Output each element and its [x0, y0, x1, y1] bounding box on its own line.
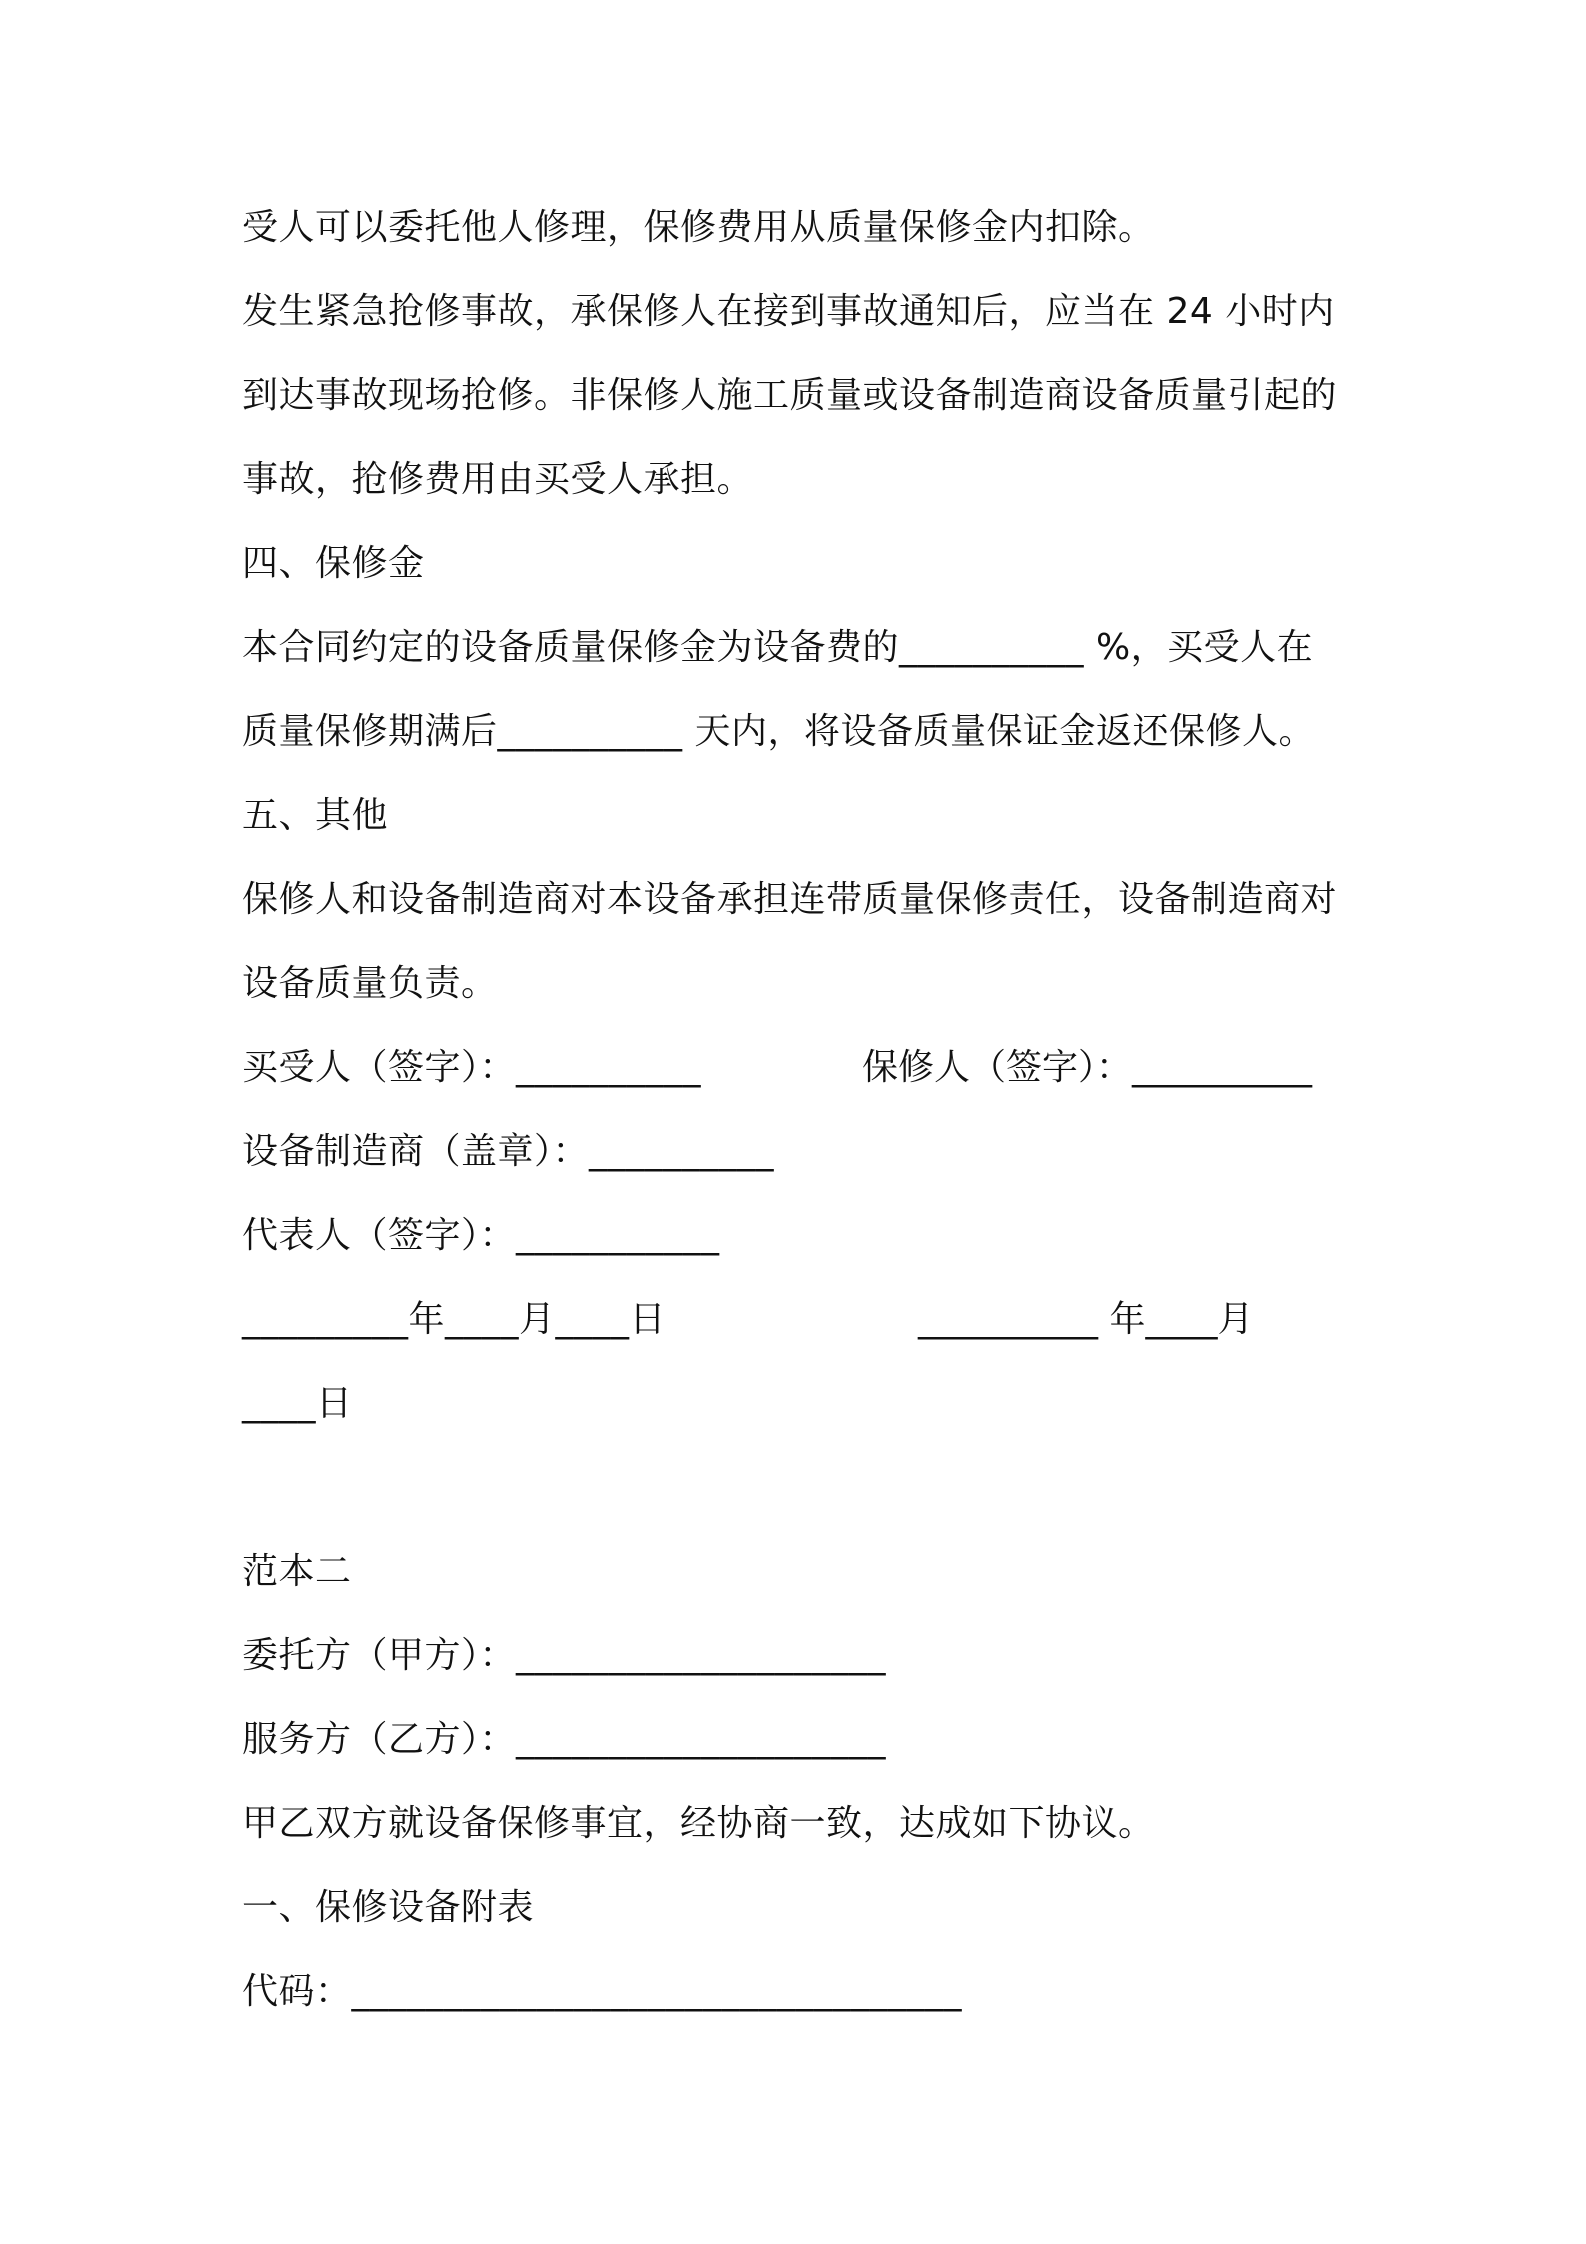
paragraph-line: 到达事故现场抢修。非保修人施工质量或设备制造商设备质量引起的 [242, 375, 1338, 416]
warrantor-signature-line: 保修人（签字）：__________ [862, 1047, 1313, 1088]
section-heading-5: 五、其他 [242, 795, 389, 836]
paragraph-line: 本合同约定的设备质量保修金为设备费的__________ %，买受人在 [242, 627, 1314, 668]
agreement-statement: 甲乙双方就设备保修事宜，经协商一致，达成如下协议。 [242, 1803, 1155, 1844]
date-line-right-day: ____日 [242, 1383, 353, 1424]
paragraph-line: 设备质量负责。 [242, 963, 498, 1004]
provider-party-line: 服务方（乙方）：____________________ [242, 1719, 887, 1760]
template2-title: 范本二 [242, 1551, 352, 1592]
date-line-left: _________年____月____日 [242, 1299, 666, 1340]
paragraph-line: 保修人和设备制造商对本设备承担连带质量保修责任，设备制造商对 [242, 879, 1338, 920]
section-heading-4: 四、保修金 [242, 543, 425, 584]
buyer-signature-line: 买受人（签字）：__________ [242, 1047, 702, 1088]
section-heading-1: 一、保修设备附表 [242, 1887, 535, 1928]
date-line-right: __________ 年____月 [918, 1299, 1254, 1340]
paragraph-line: 受人可以委托他人修理，保修费用从质量保修金内扣除。 [242, 207, 1155, 248]
manufacturer-seal-line: 设备制造商（盖章）：__________ [242, 1131, 775, 1172]
paragraph-line: 质量保修期满后__________ 天内，将设备质量保证金返还保修人。 [242, 711, 1315, 752]
paragraph-line: 发生紧急抢修事故，承保修人在接到事故通知后，应当在 24 小时内 [242, 291, 1335, 332]
paragraph-line: 事故，抢修费用由买受人承担。 [242, 459, 754, 500]
client-party-line: 委托方（甲方）：____________________ [242, 1635, 887, 1676]
representative-signature-line: 代表人（签字）：___________ [242, 1215, 720, 1256]
code-field-line: 代码：_________________________________ [242, 1971, 963, 2012]
